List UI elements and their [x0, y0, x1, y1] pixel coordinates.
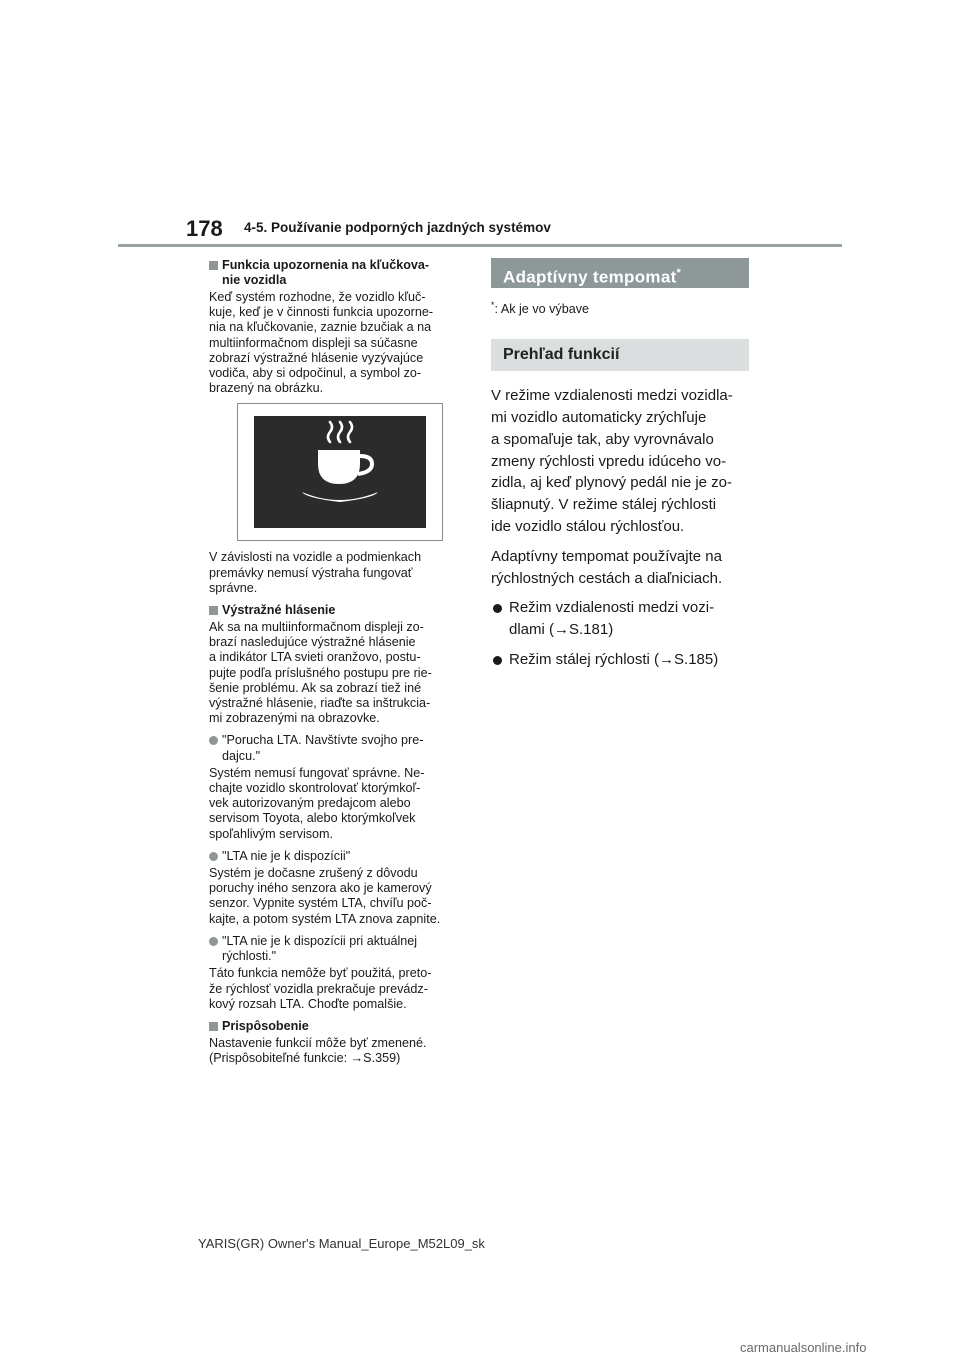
section-banner-acc: Adaptívny tempomat* [491, 258, 749, 288]
header-rule [118, 244, 842, 247]
paragraph-note: V závislosti na vozidle a podmienkach premávky nemusí výstraha fungovať správne. [209, 550, 422, 595]
circle-bullet-icon [493, 604, 502, 613]
square-bullet-icon [209, 1022, 218, 1031]
bullet-distance-mode: Režim vzdialenosti medzi vozi- dlami (→S.181) [491, 597, 753, 641]
paragraph-lta-unavailable: Systém je dočasne zrušený z dôvodu poruchy iného senzora ako je kamerový senzor. Vypnite systém LTA, chvíľu poč- kajte, a potom systém LTA znova zapnite. [209, 866, 441, 926]
square-bullet-icon [209, 606, 218, 615]
footnote: *: Ak je vo výbave [491, 300, 590, 317]
circle-bullet-icon [209, 937, 218, 946]
chapter-title: 4-5. Používanie podporných jazdných systémov [244, 220, 551, 235]
coffee-cup-icon [238, 404, 442, 540]
paragraph-customization: Nastavenie funkcií môže byť zmenené. (Prispôsobiteľné funkcie: →S.359) [209, 1035, 427, 1066]
circle-bullet-icon [493, 656, 502, 665]
circle-bullet-icon [209, 736, 218, 745]
footnote-marker: * [676, 267, 682, 279]
section-heading-warning: Výstražné hlásenie [209, 603, 471, 618]
bullet-constant-speed-mode: Režim stálej rýchlosti (→S.185) [491, 649, 753, 671]
bullet-lta-unavailable: "LTA nie je k dispozícii" [209, 849, 471, 864]
paragraph-lta-speed: Táto funkcia nemôže byť použitá, preto- že rýchlosť vozidla prekračuje prevádz- kový rozsah LTA. Choďte pomalšie. [209, 966, 432, 1011]
section-heading-weaving: Funkcia upozornenia na kľučkova- nie vozidla [209, 258, 471, 288]
warning-figure [237, 403, 443, 541]
paragraph-overview: V režime vzdialenosti medzi vozidla- mi vozidlo automaticky zrýchľuje a spomaľuje tak, aby vyrovnávalo zmeny rýchlosti vpredu idúceho vo- zidla, aj keď plynový pedál nie je zo- šliapnutý. V režime stálej rýchlosti ide vozidlo stálou rýchlosťou. [491, 387, 733, 535]
right-column [491, 258, 753, 671]
paragraph-lta-malfunction: Systém nemusí fungovať správne. Ne- chajte vozidlo skontrolovať ktorýmkoľ- vek autorizovaným predajcom alebo servisom Toyota, alebo ktorýmkoľvek spoľahlivým servisom. [209, 765, 425, 841]
paragraph-weaving: Keď systém rozhodne, že vozidlo kľuč- kuje, keď je v činnosti funkcia upozorne- nia na kľučkovanie, zaznie bzučiak a na multiinformačnom displeji sa súčasne zobrazí výstražné hlásenie vyzývajúce vodiča, aby si odpočinul, a symbol zo- brazený na obrázku. [209, 290, 434, 396]
footer-text: YARIS(GR) Owner's Manual_Europe_M52L09_sk [198, 1236, 485, 1251]
bullet-lta-speed: "LTA nie je k dispozícii pri aktuálnej rýchlosti." [209, 934, 471, 964]
watermark: carmanualsonline.info [740, 1340, 867, 1355]
section-heading-customization: Prispôsobenie [209, 1019, 471, 1034]
bullet-lta-malfunction: "Porucha LTA. Navštívte svojho pre- dajcu." [209, 733, 471, 763]
square-bullet-icon [209, 261, 218, 270]
paragraph-warning: Ak sa na multiinformačnom displeji zo- brazí nasledujúce výstražné hlásenie a indikátor LTA svieti oranžovo, postu- pujte podľa príslušného postupu pre rie- šenie problému. Ak sa zobrazí tiež iné výstražné hlásenie, riaďte sa inštrukcia- mi zobrazenými na obrazovke. [209, 620, 432, 726]
left-column [209, 258, 471, 1066]
page-number: 178 [186, 216, 223, 241]
subsection-banner-overview: Prehľad funkcií [491, 339, 749, 371]
paragraph-usage: Adaptívny tempomat používajte na rýchlostných cestách a diaľniciach. [491, 547, 723, 587]
circle-bullet-icon [209, 852, 218, 861]
